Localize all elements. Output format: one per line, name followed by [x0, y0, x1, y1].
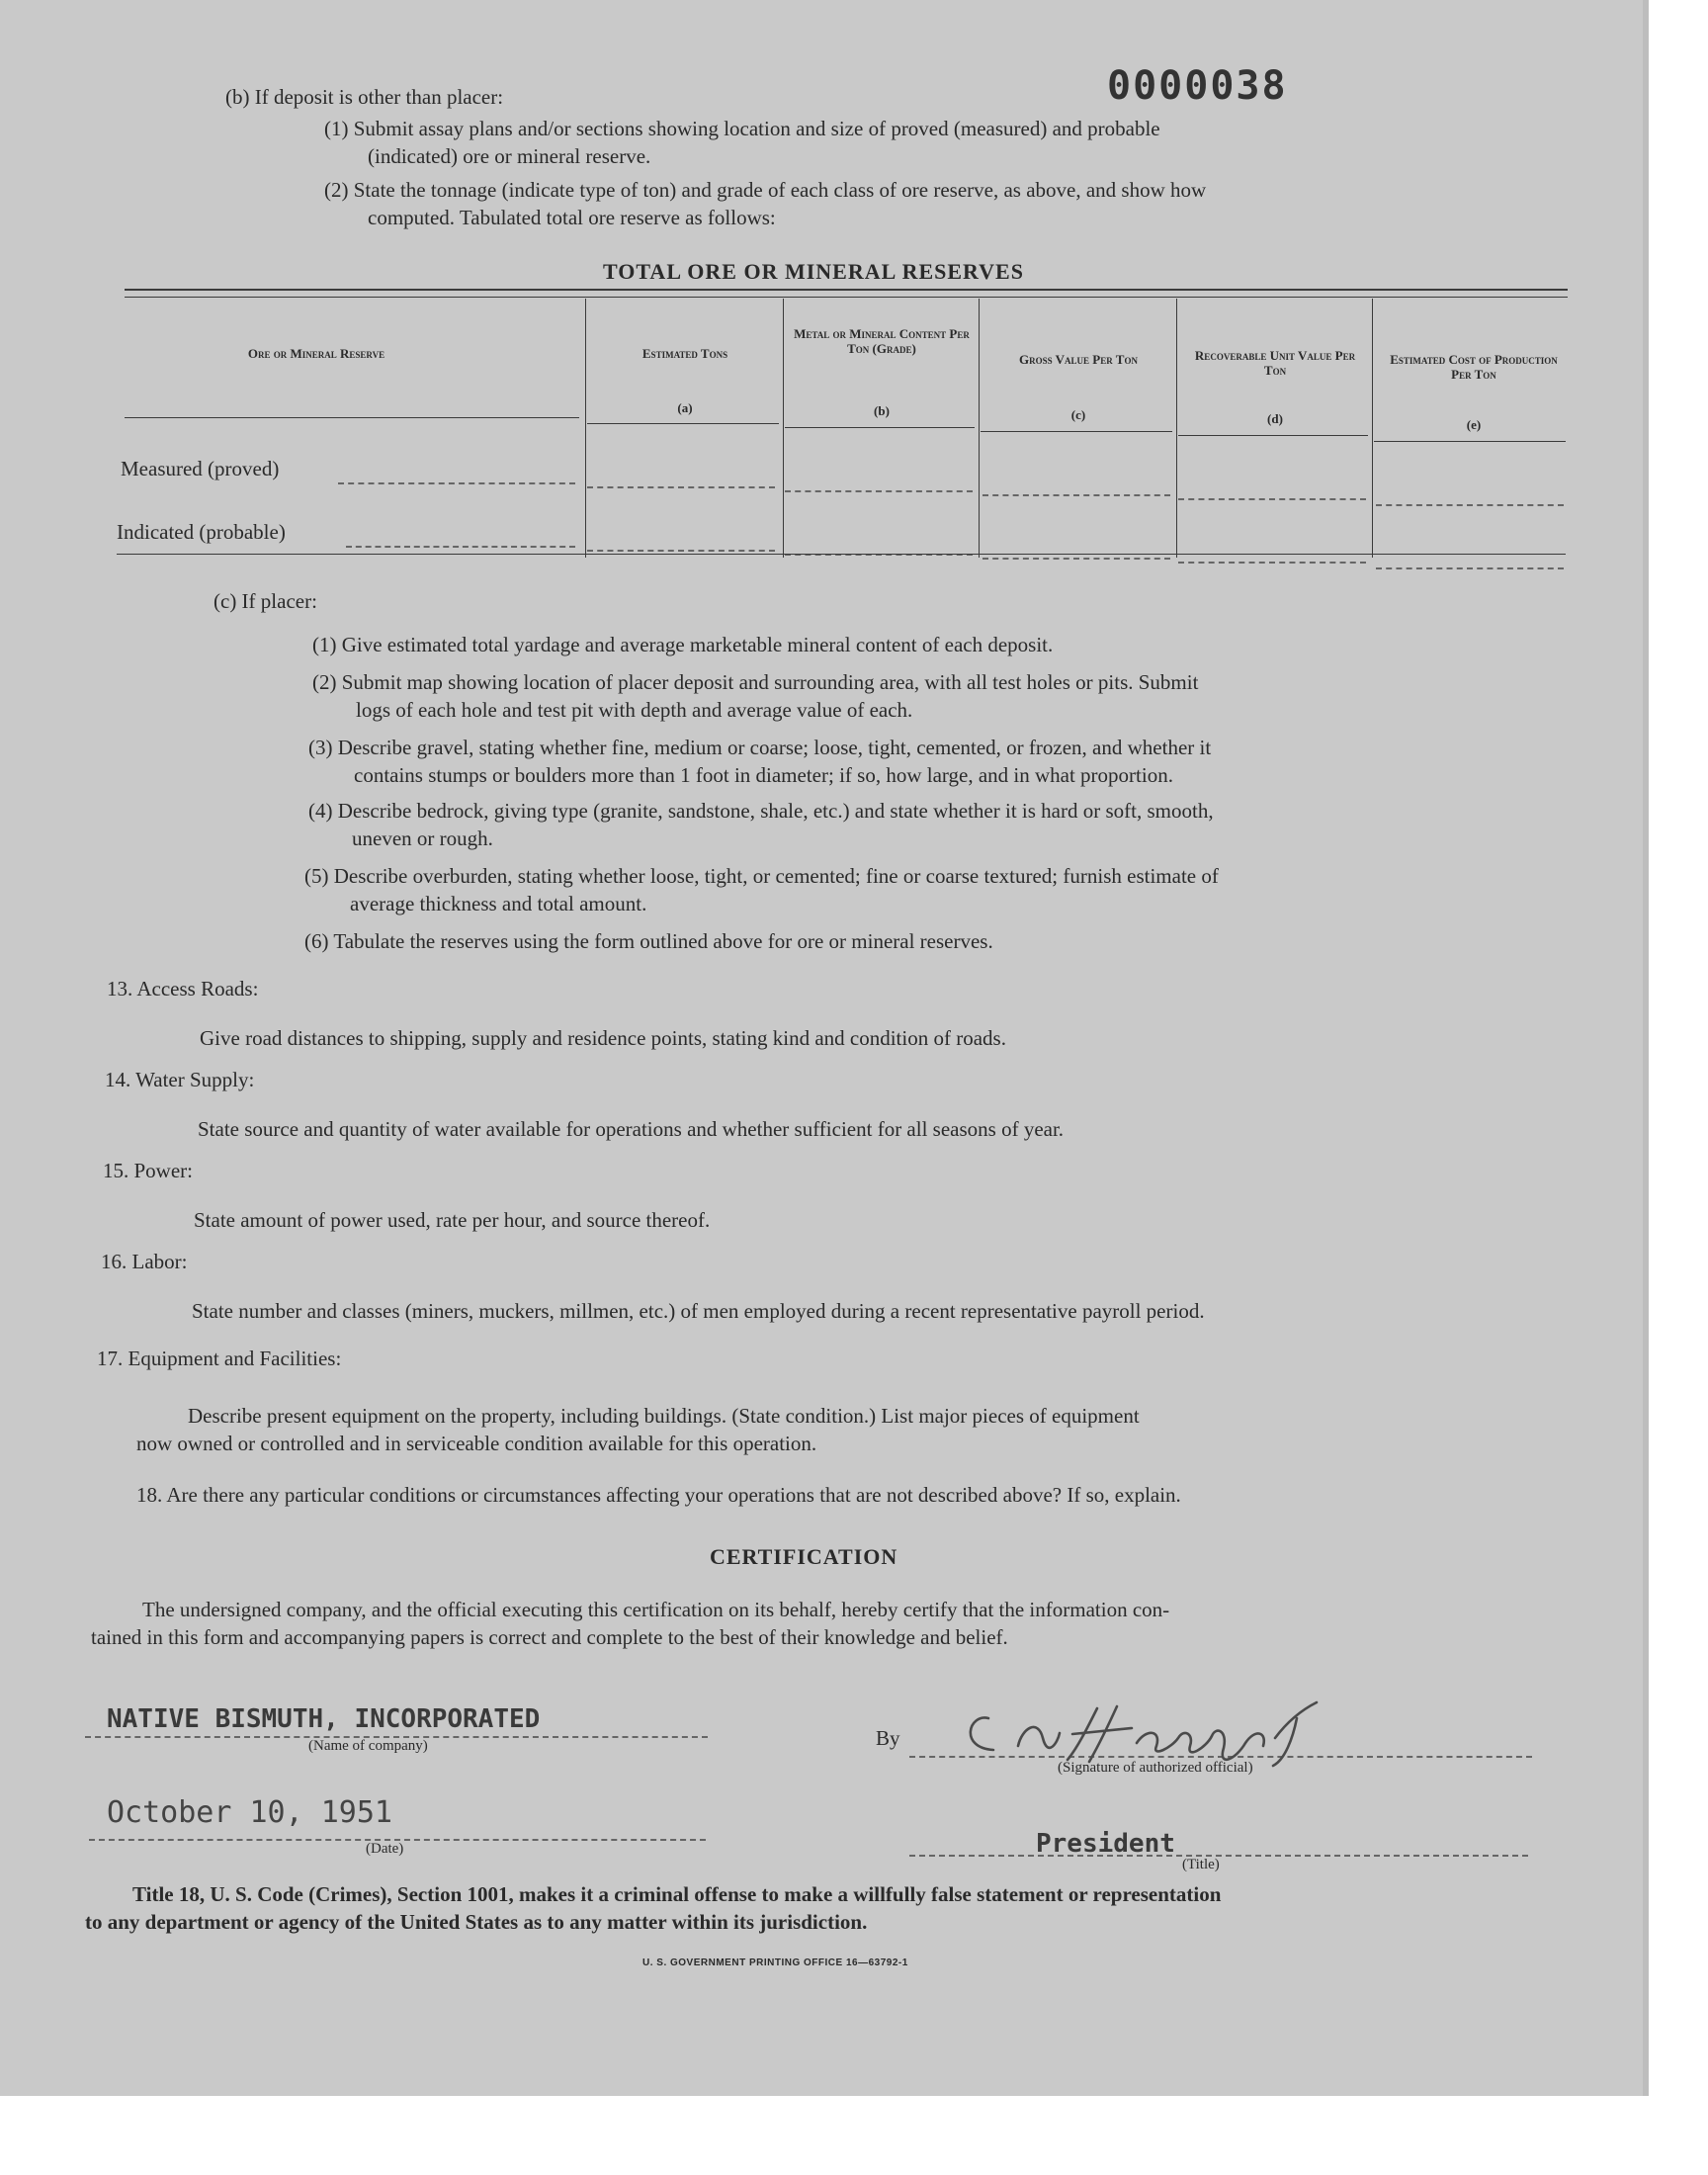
table-title: TOTAL ORE OR MINERAL RESERVES [603, 259, 1024, 284]
title-label: (Title) [1182, 1857, 1220, 1872]
date-label: (Date) [366, 1841, 404, 1857]
table-col-letter-b: (b) [874, 403, 890, 418]
question-17-body-cont: now owned or controlled and in serviceable condition available for this operation. [136, 1432, 817, 1455]
indicated-cost-blank[interactable] [1376, 567, 1564, 569]
row-label-measured: Measured (proved) [121, 457, 280, 480]
indicated-tons-blank[interactable] [587, 550, 775, 552]
date-value: October 10, 1951 [107, 1795, 392, 1830]
table-header-rule [785, 427, 975, 428]
question-15-title: 15. Power: [103, 1159, 193, 1182]
section-b-item2-cont: computed. Tabulated total ore reserve as follows: [368, 206, 776, 229]
certification-text-2: tained in this form and accompanying papers is correct and complete to the best of their knowledge and belief. [91, 1625, 1008, 1649]
table-divider [1372, 299, 1373, 558]
question-13-title: 13. Access Roads: [107, 977, 259, 1000]
section-c-item3-cont: contains stumps or boulders more than 1 foot in diameter; if so, how large, and in what proportion. [354, 763, 1173, 787]
certification-title: CERTIFICATION [710, 1544, 898, 1569]
table-col-letter-c: (c) [1070, 407, 1086, 422]
table-bottom-rule [117, 554, 1566, 555]
section-c-item2: (2) Submit map showing location of placer deposit and surrounding area, with all test holes or pits. Submit [312, 670, 1199, 694]
table-top-rule [125, 289, 1568, 291]
table-top-rule-inner [125, 297, 1568, 298]
printing-office-imprint: U. S. GOVERNMENT PRINTING OFFICE 16—63792-1 [642, 1958, 908, 1968]
section-c-item4-cont: uneven or rough. [352, 826, 493, 850]
table-col-letter-a: (a) [677, 400, 693, 415]
section-b-item1-cont: (indicated) ore or mineral reserve. [368, 144, 651, 168]
question-15-body: State amount of power used, rate per hour, and source thereof. [194, 1208, 711, 1232]
section-c-item5: (5) Describe overburden, stating whether loose, tight, or cemented; fine or coarse textured; furnish estimate of [304, 864, 1219, 888]
measured-grade-blank[interactable] [785, 490, 973, 492]
signature-scribble-icon [949, 1689, 1364, 1768]
title-value: President [1036, 1829, 1175, 1859]
indicated-recoverable-blank[interactable] [1178, 562, 1366, 564]
table-header-recoverable: Recoverable Unit Value Per Ton [1194, 348, 1356, 378]
table-header-tons: Estimated Tons [641, 346, 728, 361]
table-header-cost: Estimated Cost of Production Per Ton [1390, 352, 1558, 382]
question-16-body: State number and classes (miners, muckers, millmen, etc.) of men employed during a recent representative payroll period. [192, 1299, 1205, 1323]
section-c-item2-cont: logs of each hole and test pit with depth and average value of each. [356, 698, 913, 722]
certification-text-1: The undersigned company, and the official executing this certification on its behalf, hereby certify that the information con- [142, 1598, 1170, 1621]
measured-recoverable-blank[interactable] [1178, 498, 1366, 500]
legal-warning-2: to any department or agency of the United States as to any matter within its jurisdiction. [85, 1910, 868, 1934]
table-header-rule [981, 431, 1172, 432]
section-c-item3: (3) Describe gravel, stating whether fine, medium or coarse; loose, tight, cemented, or frozen, and whether it [308, 736, 1212, 759]
section-b-item2: (2) State the tonnage (indicate type of ton) and grade of each class of ore reserve, as above, and show how [324, 178, 1207, 202]
section-c-item1: (1) Give estimated total yardage and average marketable mineral content of each deposit. [312, 633, 1054, 656]
section-b-item1: (1) Submit assay plans and/or sections showing location and size of proved (measured) and probable [324, 117, 1160, 140]
question-14-body: State source and quantity of water available for operations and whether sufficient for all seasons of year. [198, 1117, 1065, 1141]
table-divider [979, 299, 980, 558]
section-b-label: (b) If deposit is other than placer: [225, 85, 504, 109]
document-number: 0000038 [1107, 63, 1288, 109]
table-divider [585, 299, 586, 558]
table-header-grade: Metal or Mineral Content Per Ton (Grade) [794, 326, 970, 356]
table-col-letter-d: (d) [1267, 411, 1283, 426]
indicated-blank[interactable] [346, 546, 575, 548]
legal-warning-1: Title 18, U. S. Code (Crimes), Section 1001, makes it a criminal offense to make a willfully false statement or representation [132, 1882, 1222, 1906]
measured-tons-blank[interactable] [587, 486, 775, 488]
table-header-rule [1374, 441, 1566, 442]
question-17-body: Describe present equipment on the property, including buildings. (State condition.) List major pieces of equipment [188, 1404, 1140, 1428]
table-header-gross-value: Gross Value Per Ton [1019, 352, 1138, 367]
question-18: 18. Are there any particular conditions or circumstances affecting your operations that are not described above? If so, explain. [136, 1483, 1181, 1507]
question-17-title: 17. Equipment and Facilities: [97, 1347, 342, 1370]
question-16-title: 16. Labor: [101, 1250, 188, 1273]
table-divider [1176, 299, 1177, 558]
question-13-body: Give road distances to shipping, supply and residence points, stating kind and condition of roads. [200, 1026, 1006, 1050]
measured-gross-blank[interactable] [982, 494, 1170, 496]
company-name-label: (Name of company) [308, 1738, 428, 1754]
indicated-gross-blank[interactable] [982, 558, 1170, 560]
table-divider [783, 299, 784, 558]
measured-cost-blank[interactable] [1376, 504, 1564, 506]
company-name-value: NATIVE BISMUTH, INCORPORATED [107, 1704, 541, 1734]
section-c-item5-cont: average thickness and total amount. [350, 892, 647, 915]
table-header-reserve: Ore or Mineral Reserve [247, 346, 385, 361]
by-label: By [876, 1726, 900, 1750]
question-14-title: 14. Water Supply: [105, 1068, 255, 1091]
signature-label: (Signature of authorized official) [1058, 1760, 1253, 1776]
measured-blank[interactable] [338, 482, 575, 484]
table-col-letter-e: (e) [1466, 417, 1482, 432]
section-c-item6: (6) Tabulate the reserves using the form outlined above for ore or mineral reserves. [304, 929, 993, 953]
table-header-rule [587, 423, 779, 424]
row-label-indicated: Indicated (probable) [117, 520, 286, 544]
table-header-rule [125, 417, 579, 418]
section-c-label: (c) If placer: [214, 589, 317, 613]
section-c-item4: (4) Describe bedrock, giving type (granite, sandstone, shale, etc.) and state whether it is hard or soft, smooth, [308, 799, 1214, 823]
table-header-rule [1178, 435, 1368, 436]
